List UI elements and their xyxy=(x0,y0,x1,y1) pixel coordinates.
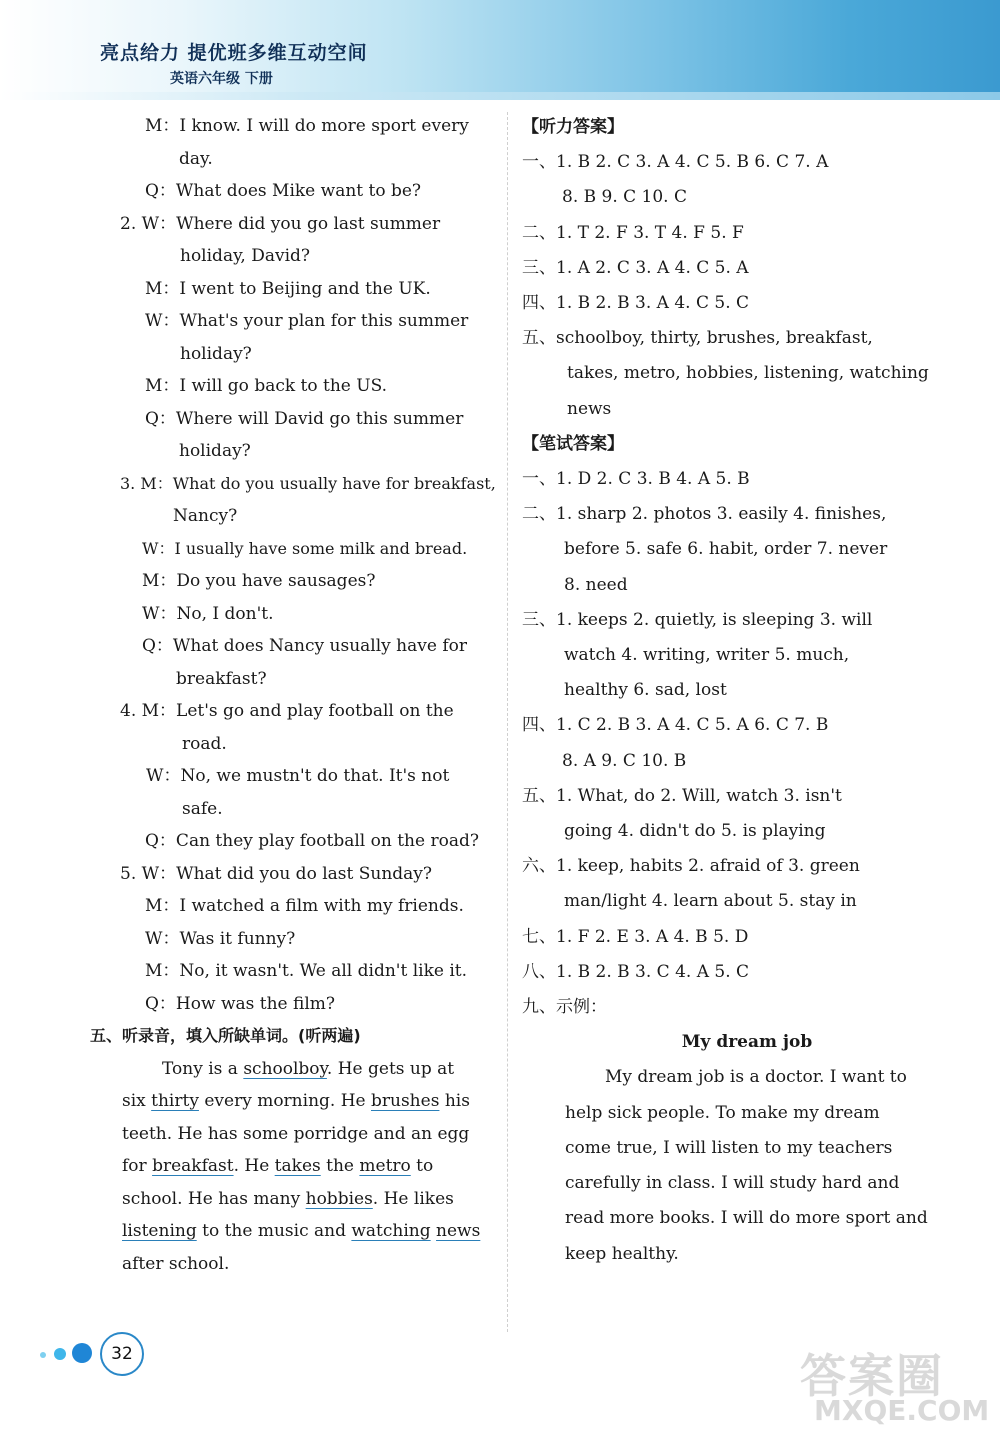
answer-line: going 4. didn't do 5. is playing xyxy=(564,821,826,842)
blank-answer: schoolboy xyxy=(243,1058,327,1079)
dialogue-line: day. xyxy=(179,148,213,169)
dialogue-line: holiday? xyxy=(180,343,252,364)
answer-line: 8. A 9. C 10. B xyxy=(562,750,687,771)
blank-answer: metro xyxy=(359,1156,411,1176)
dialogue-line: Q：Where will David go this summer xyxy=(145,408,464,429)
passage-line: Tony is a schoolboy. He gets up at xyxy=(162,1058,455,1079)
answer-line: 一、1. B 2. C 3. A 4. C 5. B 6. C 7. A xyxy=(522,152,829,173)
blank-answer: news xyxy=(436,1221,481,1241)
dialogue-line: road. xyxy=(182,733,227,754)
section-5-title: 五、听录音，填入所缺单词。(听两遍) xyxy=(90,1026,361,1045)
answer-line: 二、1. T 2. F 3. T 4. F 5. F xyxy=(522,222,744,243)
answer-line: news xyxy=(567,398,612,419)
essay-line: help sick people. To make my dream xyxy=(565,1102,880,1123)
passage-line: after school. xyxy=(122,1253,230,1274)
dialogue-line: W：No, we mustn't do that. It's not xyxy=(146,766,450,786)
answer-line: watch 4. writing, writer 5. much, xyxy=(564,645,850,666)
answer-line: 三、1. A 2. C 3. A 4. C 5. A xyxy=(522,257,749,278)
answer-line: 五、1. What, do 2. Will, watch 3. isn't xyxy=(522,785,842,806)
dialogue-line: M：No, it wasn't. We all didn't like it. xyxy=(145,961,468,981)
blank-answer: breakfast xyxy=(152,1156,234,1176)
watermark xyxy=(800,1340,990,1430)
passage-line: teeth. He has some porridge and an egg xyxy=(122,1123,470,1144)
dialogue-line: W：No, I don't. xyxy=(142,603,274,624)
dialogue-line: M：I will go back to the US. xyxy=(145,376,388,396)
blank-answer: listening xyxy=(122,1221,197,1241)
watermark-text: 答案圈 xyxy=(800,1349,944,1403)
passage-line: school. He has many hobbies. He likes xyxy=(122,1188,454,1209)
dialogue-line: holiday? xyxy=(179,441,251,461)
answer-line: 六、1. keep, habits 2. afraid of 3. green xyxy=(522,856,860,877)
book-subtitle: 英语六年级 下册 xyxy=(170,71,273,87)
decor-dot xyxy=(72,1343,92,1363)
essay-title: My dream job xyxy=(681,1032,813,1053)
dialogue-line: M：I know. I will do more sport every xyxy=(145,116,469,136)
right-column xyxy=(522,110,942,1272)
essay-line: keep healthy. xyxy=(565,1243,679,1264)
essay-line: read more books. I will do more sport and xyxy=(565,1208,928,1229)
essay-line: My dream job is a doctor. I want to xyxy=(605,1067,907,1088)
answer-line: 三、1. keeps 2. quietly, is sleeping 3. will xyxy=(522,609,873,630)
blank-answer: takes xyxy=(274,1156,321,1176)
dialogue-line: 2. W：Where did you go last summer xyxy=(120,213,441,234)
answer-line: man/light 4. learn about 5. stay in xyxy=(564,891,857,912)
listening-answers-title: 【听力答案】 xyxy=(522,117,624,137)
dialogue-line: W：I usually have some milk and bread. xyxy=(142,538,468,558)
answer-line: 九、示例： xyxy=(522,997,607,1018)
blank-answer: brushes xyxy=(371,1091,440,1111)
answer-line: 八、1. B 2. B 3. C 4. A 5. C xyxy=(522,961,750,982)
answer-line: 一、1. D 2. C 3. B 4. A 5. B xyxy=(522,469,750,490)
blank-answer: watching xyxy=(351,1221,431,1241)
written-answers-title: 【笔试答案】 xyxy=(522,433,624,454)
dialogue-line: W：Was it funny? xyxy=(145,928,296,949)
column-divider xyxy=(507,112,508,1332)
dialogue-line: W：What's your plan for this summer xyxy=(145,311,469,331)
dialogue-line: Q：Can they play football on the road? xyxy=(145,831,479,851)
dialogue-line: 5. W：What did you do last Sunday? xyxy=(120,863,433,884)
dialogue-line: M：I watched a film with my friends. xyxy=(145,896,464,916)
passage-line: listening to the music and watching news xyxy=(122,1221,481,1241)
page-number: 32 xyxy=(100,1332,144,1376)
blank-answer: thirty xyxy=(151,1091,199,1111)
dialogue-line: Q：How was the film? xyxy=(145,993,336,1014)
dialogue-line: holiday, David? xyxy=(180,246,311,266)
answer-line: 8. need xyxy=(564,574,628,595)
dialogue-line: Q：What does Mike want to be? xyxy=(145,181,422,201)
passage-line: six thirty every morning. He brushes his xyxy=(122,1091,470,1111)
left-column xyxy=(90,110,496,1280)
dialogue-line: breakfast? xyxy=(176,668,267,689)
passage-line: for breakfast. He takes the metro to xyxy=(122,1156,434,1176)
essay-line: come true, I will listen to my teachers xyxy=(565,1137,893,1158)
decor-dot xyxy=(40,1352,46,1358)
answer-line: before 5. safe 6. habit, order 7. never xyxy=(564,539,888,560)
dialogue-line: Nancy? xyxy=(173,506,238,526)
dialogue-line: 4. M：Let's go and play football on the xyxy=(120,701,454,721)
brand-title: 亮点给力 提优班多维互动空间 xyxy=(100,42,368,64)
decor-dot xyxy=(54,1348,66,1360)
dialogue-line: safe. xyxy=(182,798,223,819)
dialogue-line: Q：What does Nancy usually have for xyxy=(142,636,467,656)
answer-line: 8. B 9. C 10. C xyxy=(562,187,688,208)
dialogue-line: M：Do you have sausages? xyxy=(142,571,376,591)
dialogue-line: 3. M：What do you usually have for breakfast, xyxy=(120,473,496,493)
essay-line: carefully in class. I will study hard and xyxy=(565,1173,900,1194)
answer-line: healthy 6. sad, lost xyxy=(564,680,727,701)
watermark-url: MXQE.COM xyxy=(814,1394,990,1427)
answer-line: 四、1. C 2. B 3. A 4. C 5. A 6. C 7. B xyxy=(522,715,829,736)
answer-line: takes, metro, hobbies, listening, watching xyxy=(567,363,929,384)
answer-line: 四、1. B 2. B 3. A 4. C 5. C xyxy=(522,293,750,314)
blank-answer: hobbies xyxy=(305,1188,373,1209)
answer-line: 二、1. sharp 2. photos 3. easily 4. finishes, xyxy=(522,504,887,525)
answer-line: 七、1. F 2. E 3. A 4. B 5. D xyxy=(522,926,749,947)
dialogue-line: M：I went to Beijing and the UK. xyxy=(145,278,431,299)
answer-line: 五、schoolboy, thirty, brushes, breakfast, xyxy=(522,328,873,349)
